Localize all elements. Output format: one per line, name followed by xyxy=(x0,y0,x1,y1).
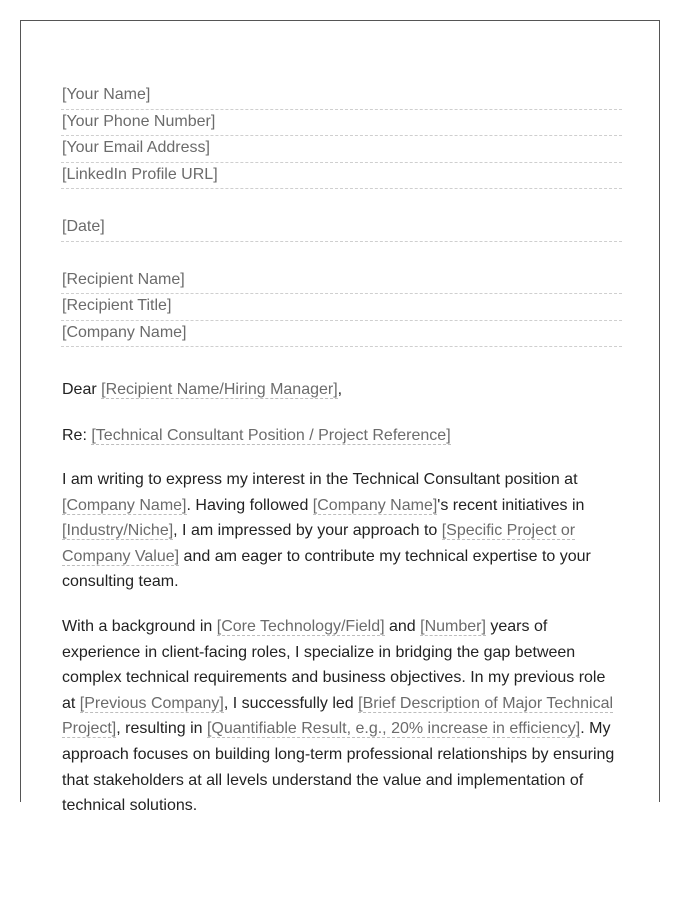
reference-placeholder[interactable]: [Technical Consultant Position / Project Reference] xyxy=(91,427,451,444)
p2-result-placeholder[interactable]: [Quantifiable Result, e.g., 20% increase in efficiency] xyxy=(206,720,581,738)
salutation-suffix: , xyxy=(337,381,343,398)
p2-text-4: at xyxy=(62,694,80,712)
p2-text-3: years of xyxy=(485,617,548,635)
date-field[interactable]: [Date] xyxy=(61,215,622,242)
salutation-prefix: Dear xyxy=(62,381,102,398)
p2-project-placeholder-a[interactable]: [Brief Description of Major Technical xyxy=(358,694,614,712)
p2-line9: technical solutions. xyxy=(62,797,198,815)
reference-prefix: Re: xyxy=(62,427,92,444)
p1-text-3: , I am impressed by your approach to xyxy=(173,522,442,540)
p2-number-placeholder[interactable]: [Number] xyxy=(420,617,486,635)
p1-text-4: and am eager to contribute my technical expertise to your xyxy=(179,547,591,565)
p2-project-placeholder-b[interactable]: Project] xyxy=(62,720,117,738)
p2-line8: that stakeholders at all levels understand the value and implementation of xyxy=(62,771,584,789)
p2-text-5: , I successfully led xyxy=(223,694,359,712)
p2-text-2: and xyxy=(384,617,421,635)
p2-line3: complex technical requirements and business objectives. In my previous role xyxy=(62,669,606,687)
p2-previous-company-placeholder[interactable]: [Previous Company] xyxy=(79,694,224,712)
sender-email-field[interactable]: [Your Email Address] xyxy=(61,136,622,163)
paragraph-intro xyxy=(61,467,622,595)
recipient-company-field[interactable]: [Company Name] xyxy=(61,321,622,348)
p1-line1: I am writing to express my interest in the Technical Consultant position at xyxy=(62,471,578,488)
p2-core-tech-placeholder[interactable]: [Core Technology/Field] xyxy=(216,617,385,635)
p1-line5: consulting team. xyxy=(62,573,179,591)
p2-text-6: , resulting in xyxy=(116,720,207,738)
p2-text-7: . My xyxy=(580,720,611,738)
recipient-block xyxy=(61,268,622,348)
sender-linkedin-field[interactable]: [LinkedIn Profile URL] xyxy=(61,163,622,190)
letter-page xyxy=(20,20,660,815)
p1-text-2: 's recent initiatives in xyxy=(437,496,585,514)
p2-text-1: With a background in xyxy=(62,617,217,635)
p2-line2: experience in client-facing roles, I specialize in bridging the gap between xyxy=(62,643,576,661)
paragraph-background xyxy=(61,614,622,819)
letter-content xyxy=(61,83,622,819)
sender-block xyxy=(61,83,622,189)
p1-company-placeholder-2[interactable]: [Company Name] xyxy=(312,496,438,514)
p2-line7: approach focuses on building long-term professional relationships by ensuring xyxy=(62,745,615,763)
salutation xyxy=(61,377,622,402)
p1-industry-placeholder[interactable]: [Industry/Niche] xyxy=(62,522,174,540)
salutation-placeholder[interactable]: [Recipient Name/Hiring Manager] xyxy=(101,381,338,398)
p1-specific-placeholder-a[interactable]: [Specific Project or xyxy=(441,522,576,540)
recipient-name-field[interactable]: [Recipient Name] xyxy=(61,268,622,295)
sender-phone-field[interactable]: [Your Phone Number] xyxy=(61,110,622,137)
p1-text-1: . Having followed xyxy=(186,496,313,514)
sender-name-field[interactable]: [Your Name] xyxy=(61,83,622,110)
p1-company-placeholder-1[interactable]: [Company Name] xyxy=(62,496,187,514)
p1-specific-placeholder-b[interactable]: Company Value] xyxy=(62,547,180,565)
recipient-title-field[interactable]: [Recipient Title] xyxy=(61,294,622,321)
reference-line xyxy=(61,423,622,448)
